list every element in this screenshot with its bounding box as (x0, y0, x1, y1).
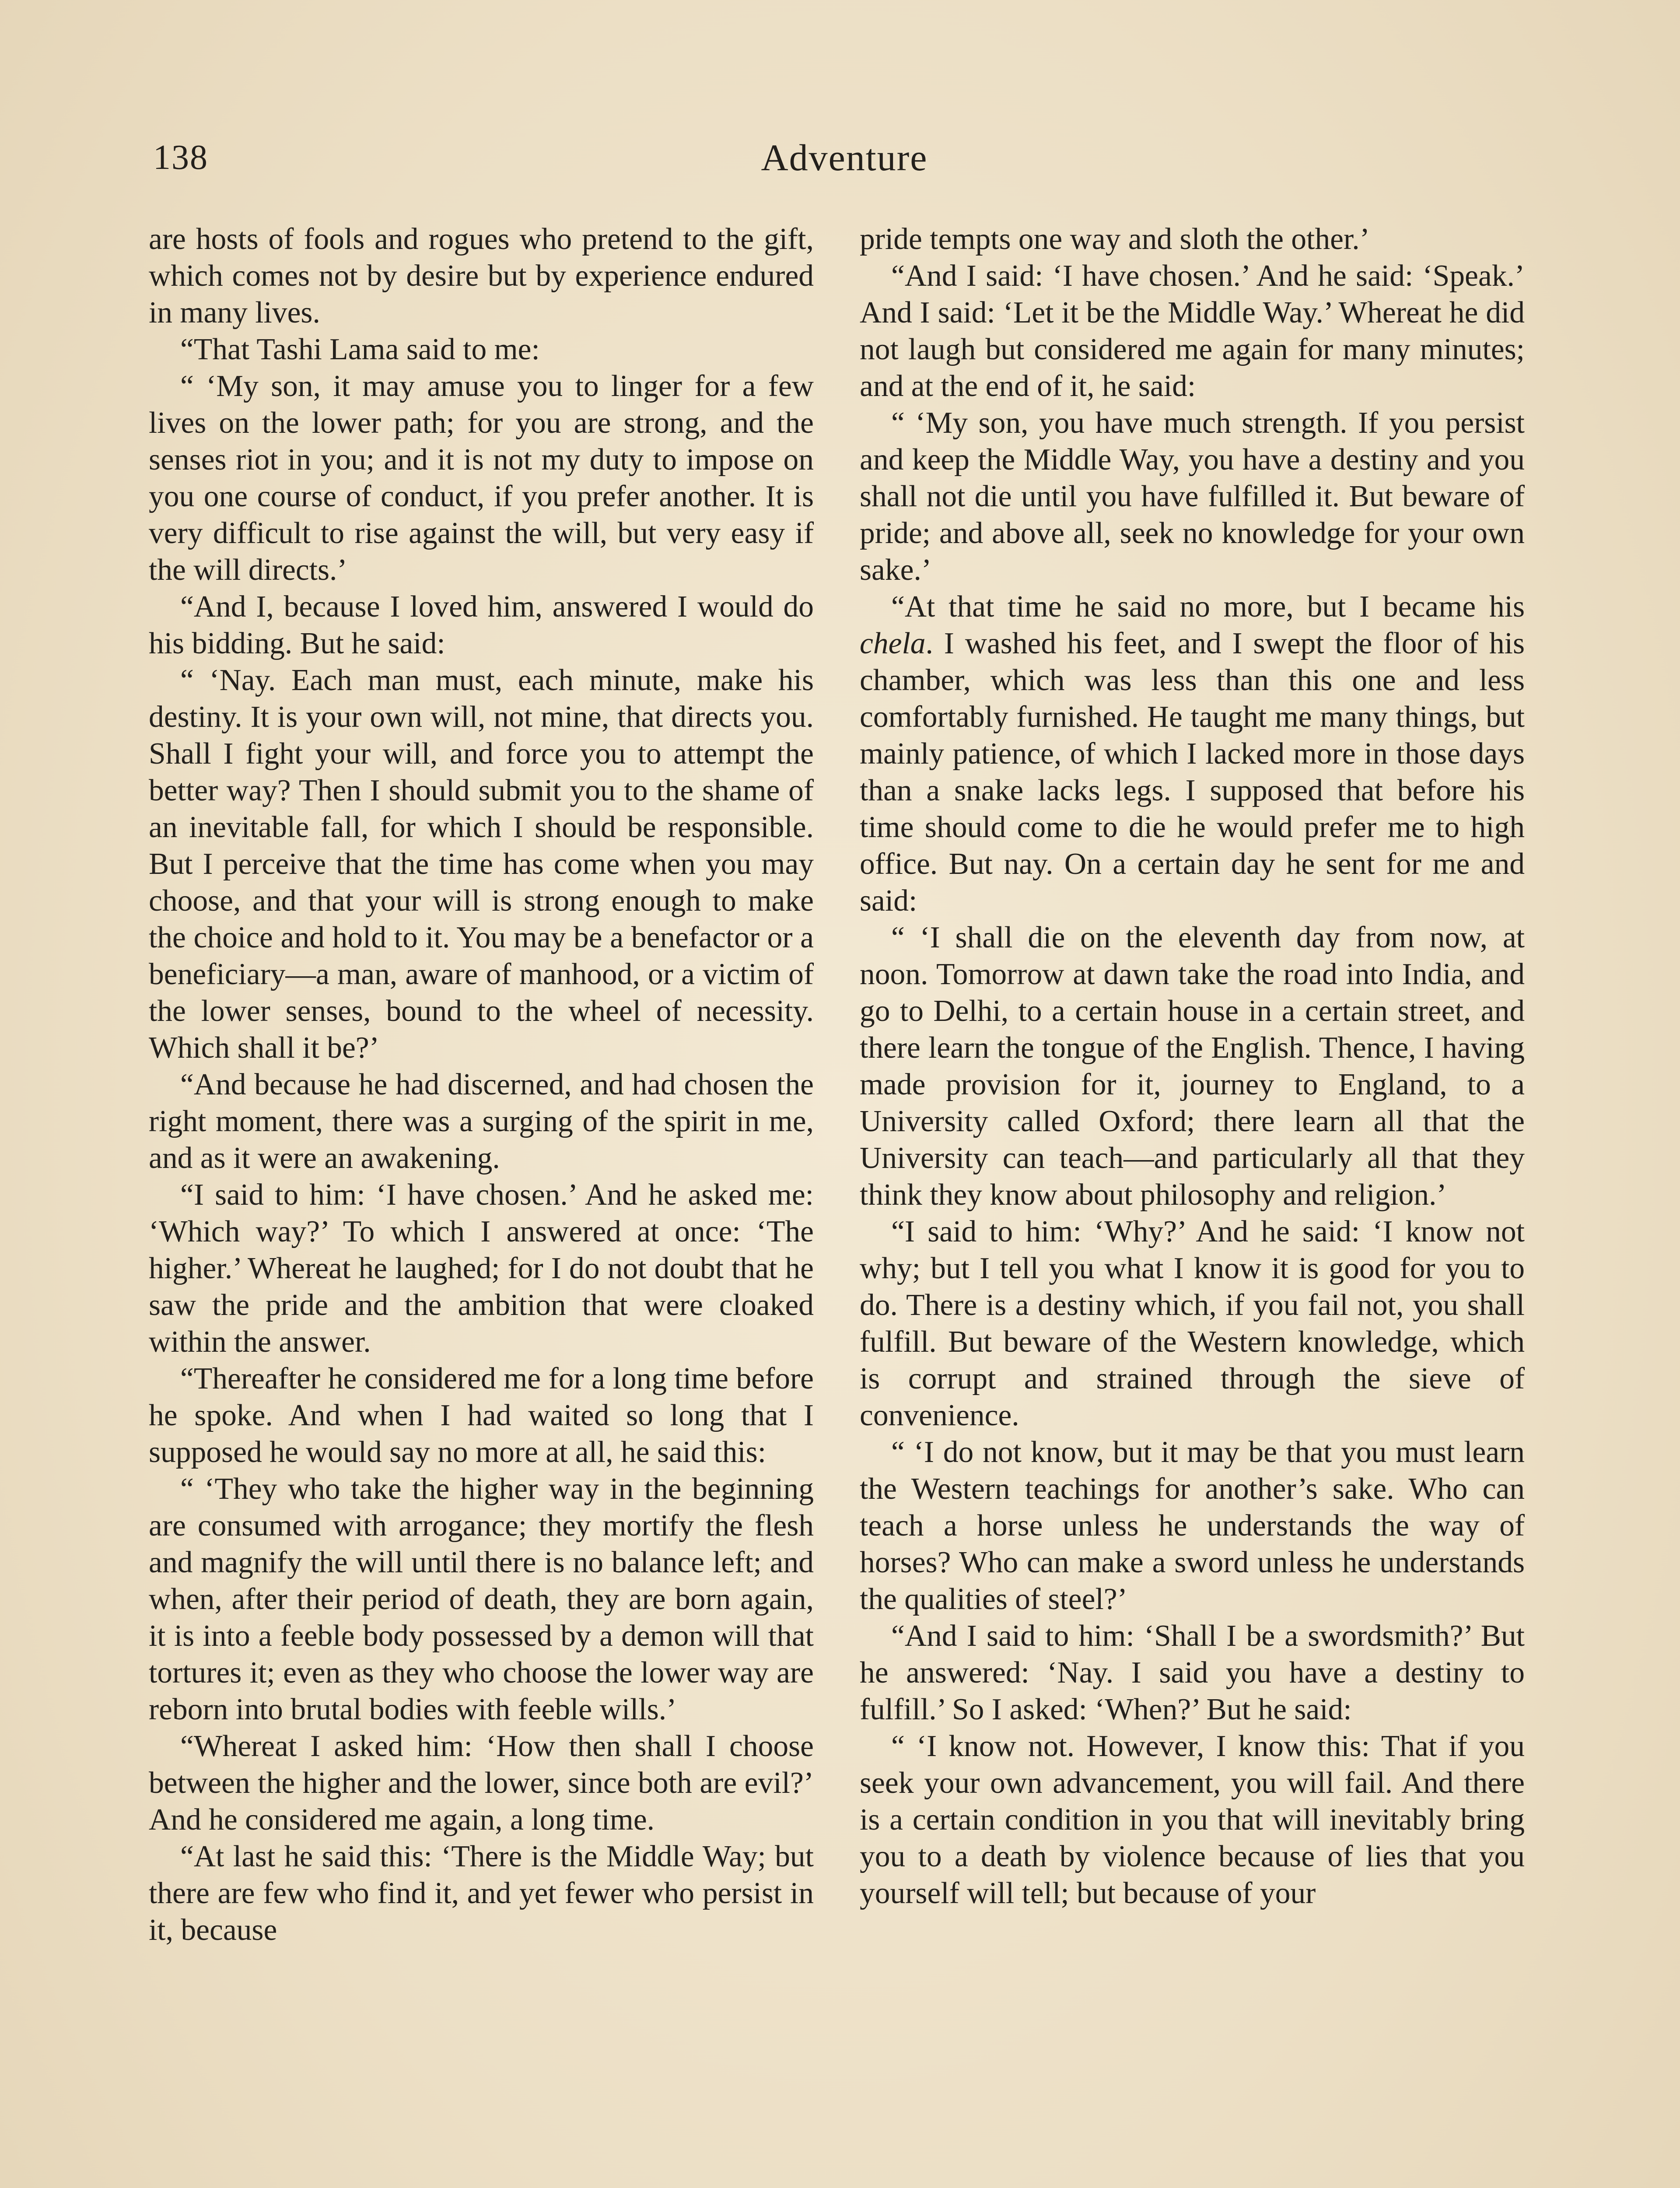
paragraph: “ ‘I know not. However, I know this: That if you seek your own advancement, you will fail. And there is a certain condition in you that will inevitably bring you to a death by violence because of lies that you yourself will tell; but because of your (860, 1729, 1525, 1910)
right-column (860, 221, 1525, 1912)
paragraph: “ ‘I do not know, but it may be that you must learn the Western teachings for another’s sake. Who can teach a horse unless he understands the way of horses? Who can make a sword unless he understands the qualities of steel?’ (860, 1435, 1525, 1616)
italic-term: chela (860, 627, 926, 660)
paragraph: “That Tashi Lama said to me: (180, 333, 540, 366)
page-number: 138 (153, 138, 208, 177)
paragraph (860, 589, 1525, 919)
paragraph-text: . I washed his feet, and I swept the floor of his chamber, which was less than this one and less comfortably furnished. He taught me many things, but mainly patience, of which I lacked more in those days than a snake lacks legs. I supposed that before his time should come to die he would prefer me to high office. But nay. On a certain day he sent for me and said: (860, 627, 1525, 918)
paragraph: “And I, because I loved him, answered I would do his bidding. But he said: (149, 590, 814, 660)
paragraph: “ ‘Nay. Each man must, each minute, make his destiny. It is your own will, not mine, that directs you. Shall I fight your will, and force you to attempt the better way? Then I should submit you to the shame of an inevitable fall, for which I should be responsible. But I perceive that the time has come when you may choose, and that your will is strong enough to make the choice and hold to it. You may be a benefactor or a beneficiary—a man, aware of manhood, or a victim of the lower senses, bound to the wheel of necessity. Which shall it be?’ (149, 663, 814, 1065)
paragraph: “And I said: ‘I have chosen.’ And he said: ‘Speak.’ And I said: ‘Let it be the Middle Way.’ Whereat he did not laugh but considered me again for many minutes; and at the end of it, he said: (860, 259, 1525, 403)
paragraph: “I said to him: ‘I have chosen.’ And he asked me: ‘Which way?’ To which I answered at once: ‘The higher.’ Whereat he laughed; for I do not doubt that he saw the pride and the ambition that were cloaked within the answer. (149, 1178, 814, 1359)
paragraph: “I said to him: ‘Why?’ And he said: ‘I know not why; but I tell you what I know it is good for you to do. There is a destiny which, if you fail not, you shall fulfill. But beware of the Western knowledge, which is corrupt and strained through the sieve of convenience. (860, 1215, 1525, 1432)
paragraph: “At last he said this: ‘There is the Middle Way; but there are few who find it, and yet fewer who persist in it, because (149, 1840, 814, 1947)
running-head: Adventure (761, 137, 928, 179)
paragraph: “ ‘My son, you have much strength. If you persist and keep the Middle Way, you have a destiny and you shall not die until you have fulfilled it. But beware of pride; and above all, seek no knowledge for your own sake.’ (860, 406, 1525, 587)
paragraph-text: “At that time he said no more, but I became his (891, 590, 1525, 624)
paragraph: “And I said to him: ‘Shall I be a swordsmith?’ But he answered: ‘Nay. I said you have a destiny to fulfill.’ So I asked: ‘When?’ But he said: (860, 1619, 1525, 1726)
left-column (149, 221, 814, 1949)
paragraph: “And because he had discerned, and had chosen the right moment, there was a surging of the spirit in me, and as it were an awakening. (149, 1068, 814, 1175)
paragraph: “Thereafter he considered me for a long time before he spoke. And when I had waited so long that I supposed he would say no more at all, he said this: (149, 1362, 814, 1469)
paragraph: “ ‘My son, it may amuse you to linger for a few lives on the lower path; for you are strong, and the senses riot in you; and it is not my duty to impose on you one course of conduct, if you prefer another. It is very difficult to rise against the will, but very easy if the will directs.’ (149, 369, 814, 587)
paragraph: are hosts of fools and rogues who pretend to the gift, which comes not by desire but by experience endured in many lives. (149, 222, 814, 330)
paragraph: pride tempts one way and sloth the other.’ (860, 222, 1370, 256)
paragraph: “ ‘They who take the higher way in the beginning are consumed with arrogance; they mortify the flesh and magnify the will until there is no balance left; and when, after their period of death, they are born again, it is into a feeble body possessed by a demon will that tortures it; even as they who choose the lower way are reborn into brutal bodies with feeble wills.’ (149, 1472, 814, 1726)
paragraph: “ ‘I shall die on the eleventh day from now, at noon. Tomorrow at dawn take the road into India, and go to Delhi, to a certain house in a certain street, and there learn the tongue of the English. Thence, I having made provision for it, journey to England, to a University called Oxford; there learn all that the University can teach—and particularly all that they think they know about philosophy and religion.’ (860, 921, 1525, 1212)
page-header (153, 131, 1536, 184)
paragraph: “Whereat I asked him: ‘How then shall I choose between the higher and the lower, since both are evil?’ And he considered me again, a long time. (149, 1729, 814, 1837)
